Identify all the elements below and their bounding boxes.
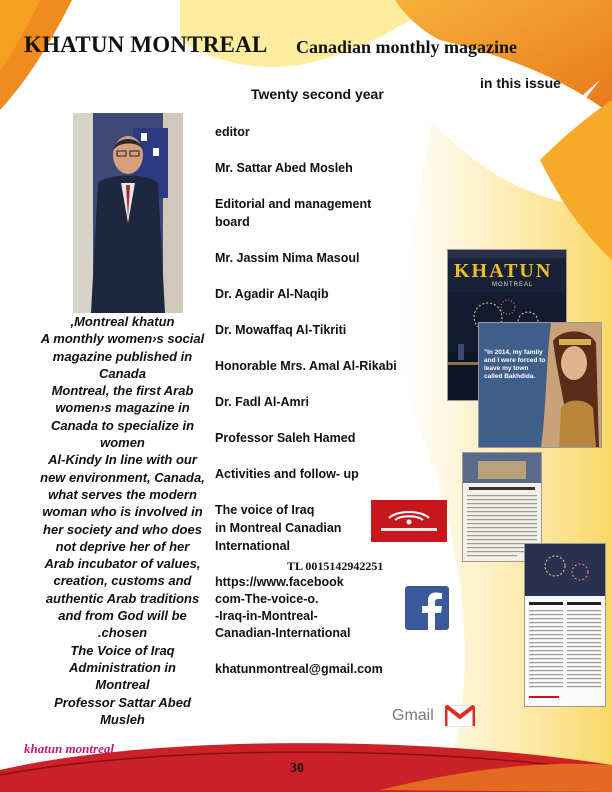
woman-portrait xyxy=(541,323,601,447)
email-link[interactable]: khatunmontreal@gmail.com xyxy=(215,662,383,676)
about-line: Montreal, the first Arab xyxy=(51,383,194,399)
cover-logo: KHATUN xyxy=(454,260,553,282)
facebook-icon[interactable] xyxy=(405,586,449,630)
staff-line: in Montreal Canadian xyxy=(215,521,342,535)
staff-line: board xyxy=(215,215,250,229)
about-line: Professor Sattar Abed xyxy=(54,694,191,710)
about-line: her society and who does xyxy=(43,521,202,537)
magazine-subtitle: Canadian monthly magazine xyxy=(296,37,518,57)
about-line: women›s magazine in xyxy=(55,400,190,416)
facebook-link[interactable]: https://www.facebook xyxy=(215,575,344,589)
staff-line: Mr. Jassim Nima Masoul xyxy=(215,251,360,265)
voice-of-iraq-logo xyxy=(371,500,447,542)
quote-card-thumbnail xyxy=(478,322,602,448)
staff-line: Mr. Sattar Abed Mosleh xyxy=(215,161,353,175)
staff-line: Activities and follow- up xyxy=(215,467,359,481)
about-line: Montreal xyxy=(95,677,150,693)
signature: khatun montreal xyxy=(24,741,114,756)
quote-text: "In 2014, my family and I were forced to leave my town called Bakhdida. xyxy=(484,349,546,380)
in-this-issue-label: in this issue xyxy=(480,75,561,91)
facebook-link[interactable]: com-The-voice-o. xyxy=(215,592,319,606)
about-line: Musleh xyxy=(100,711,145,727)
page-number: 30 xyxy=(290,761,304,776)
about-line: Arab incubator of values, xyxy=(44,556,201,572)
about-line: The Voice of Iraq xyxy=(70,642,175,658)
about-line: not deprive her of her xyxy=(55,538,190,554)
about-line: and from God will be xyxy=(58,608,187,624)
about-line: women xyxy=(100,435,145,451)
about-line: Al-Kindy In line with our xyxy=(48,452,197,468)
about-text xyxy=(20,313,225,728)
about-line: Canada xyxy=(99,365,146,381)
staff-line: Dr. Mowaffaq Al-Tikriti xyxy=(215,323,347,337)
staff-line: Honorable Mrs. Amal Al-Rikabi xyxy=(215,359,397,373)
about-line: creation, customs and xyxy=(53,573,192,589)
gmail-logo[interactable] xyxy=(392,705,488,727)
gmail-label: Gmail xyxy=(392,707,434,724)
facebook-link[interactable]: Canadian-International xyxy=(215,626,351,640)
facebook-link[interactable]: -Iraq-in-Montreal- xyxy=(215,609,318,623)
about-line: authentic Arab traditions xyxy=(45,590,200,606)
phone-number: TL 0015142942251 xyxy=(287,559,384,573)
mail-icon xyxy=(445,705,475,727)
about-line: .chosen xyxy=(97,625,148,641)
staff-list xyxy=(215,124,430,684)
magazine-title: KHATUN MONTREAL xyxy=(24,32,268,57)
about-line: Canada to specialize in xyxy=(50,417,195,433)
staff-line: Dr. Fadl Al-Amri xyxy=(215,395,309,409)
about-line: what serves the modern xyxy=(48,486,197,502)
publication-year: Twenty second year xyxy=(251,86,384,102)
about-line: A monthly women›s social xyxy=(40,331,205,347)
staff-line: Professor Saleh Hamed xyxy=(215,431,356,445)
staff-line: The voice of Iraq xyxy=(215,503,315,517)
editor-photo xyxy=(73,113,183,313)
staff-line: International xyxy=(215,539,291,553)
article-page-thumbnail xyxy=(524,543,606,707)
about-line: woman who is involved in xyxy=(42,504,203,520)
cover-logo-sub: MONTREAL xyxy=(492,282,534,288)
staff-line: Editorial and management xyxy=(215,197,372,211)
about-line: Administration in xyxy=(69,659,176,675)
about-line: magazine published in xyxy=(52,348,193,364)
staff-line: editor xyxy=(215,125,250,139)
about-line: ,Montreal khatun xyxy=(70,314,175,329)
article-page-image xyxy=(525,544,605,706)
staff-line: Dr. Agadir Al-Naqib xyxy=(215,287,329,301)
about-line: new environment, Canada, xyxy=(40,469,205,485)
